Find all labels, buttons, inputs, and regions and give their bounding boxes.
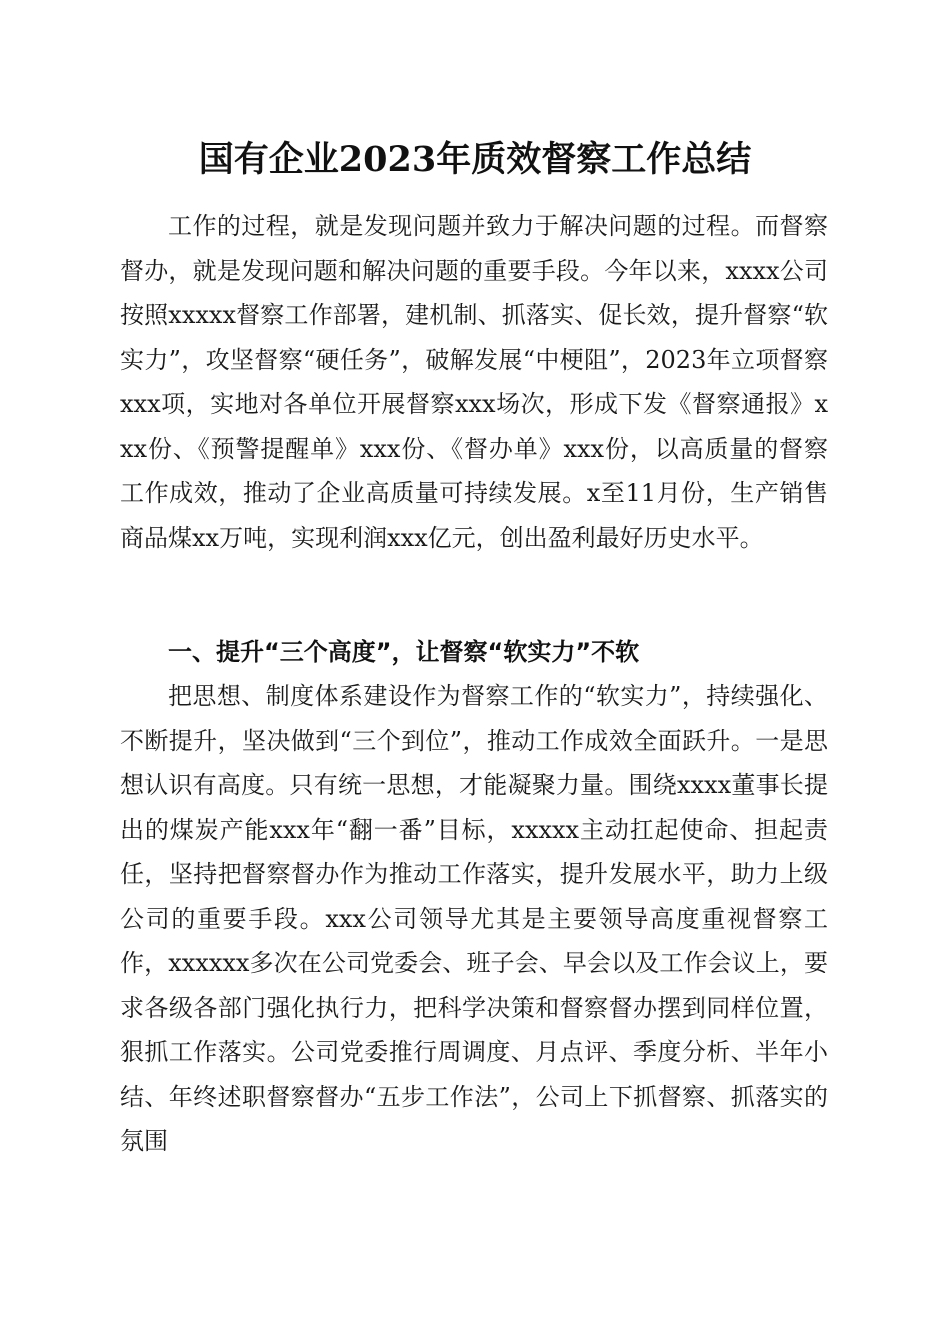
intro-paragraph: 工作的过程，就是发现问题并致力于解决问题的过程。而督察督办，就是发现问题和解决问题的重要手段。今年以来，xxxx公司按照xxxxx督察工作部署，建机制、抓落实、促长效，提升督察“软实力”，攻坚督察“硬任务”，破解发展“中梗阻”，2023年立项督察xxx项，实地对各单位开展督察xxx场次，形成下发《督察通报》xxx份、《预警提醒单》xxx份、《督办单》xxx份，以高质量的督察工作成效，推动了企业高质量可持续发展。x至11月份，生产销售商品煤xx万吨，实现利润xxx亿元，创出盈利最好历史水平。: [120, 212, 828, 552]
section-1-paragraph: 把思想、制度体系建设作为督察工作的“软实力”，持续强化、不断提升，坚决做到“三个到位”，推动工作成效全面跃升。一是思想认识有高度。只有统一思想，才能凝聚力量。围绕xxxx董事长提出的煤炭产能xxx年“翻一番”目标，xxxxx主动扛起使命、担起责任，坚持把督察督办作为推动工作落实，提升发展水平，助力上级公司的重要手段。xxx公司领导尤其是主要领导高度重视督察工作，xxxxxx多次在公司党委会、班子会、早会以及工作会议上，要求各级各部门强化执行力，把科学决策和督察督办摆到同样位置，狠抓工作落实。公司党委推行周调度、月点评、季度分析、半年小结、年终述职督察督办“五步工作法”，公司上下抓督察、抓落实的氛围: [120, 682, 828, 1155]
document-title: 国有企业2023年质效督察工作总结: [198, 139, 752, 180]
section-heading-1: 一、提升“三个高度”，让督察“软实力”不软: [168, 638, 640, 666]
